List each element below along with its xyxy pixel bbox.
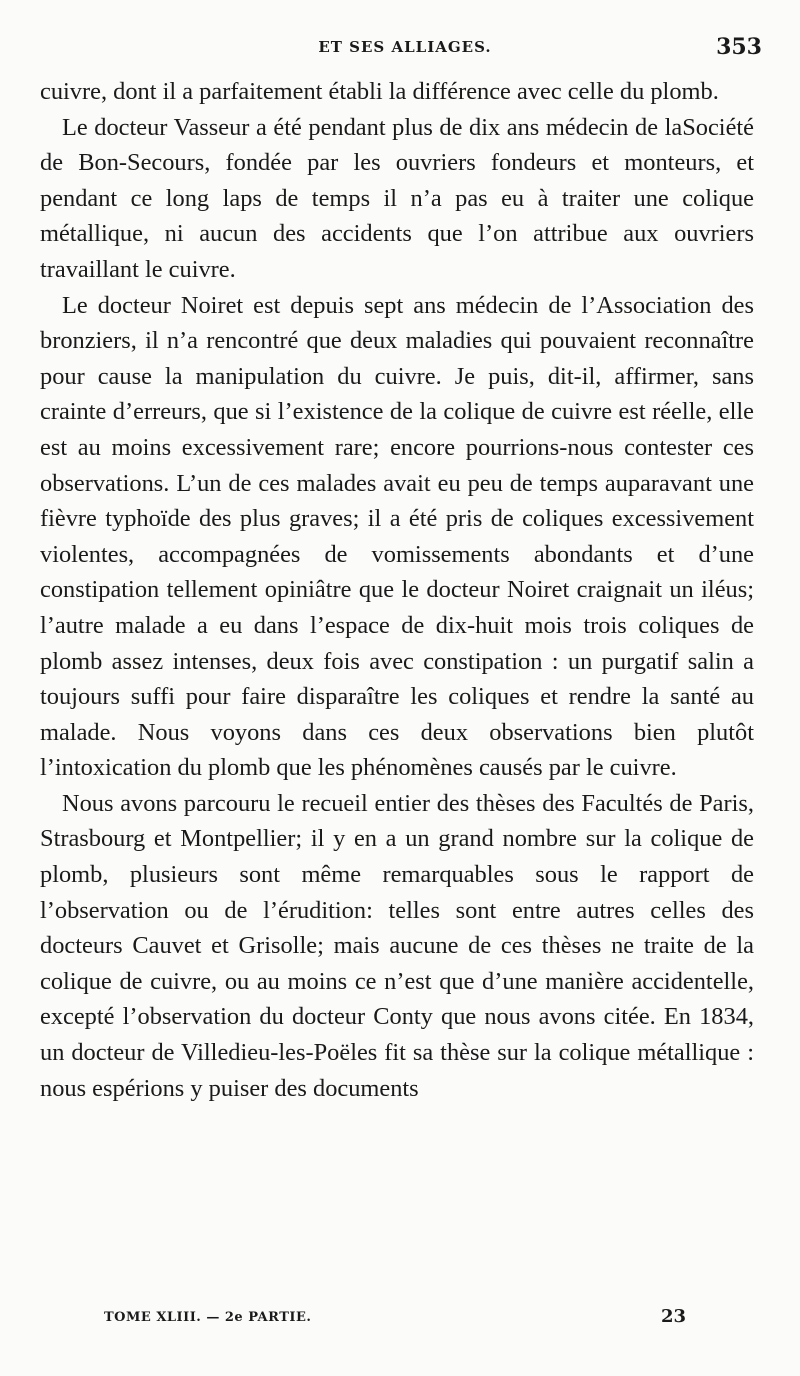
running-head: ET SES ALLIAGES.	[318, 38, 492, 56]
volume-line: TOME XLIII. — 2e PARTIE.	[104, 1310, 312, 1325]
body-text	[40, 74, 754, 1106]
paragraph: Le docteur Noiret est depuis sept ans médecin de l’Association des bronziers, il n’a rencontré que deux maladies qui pouvaient reconnaître pour cause la manipulation du cuivre. Je puis, dit-il, affirmer, sans crainte d’erreurs, que si l’existence de la colique de cuivre est réelle, elle est au moins excessivement rare; encore pourrions-nous contester ces observations. L’un de ces malades avait eu peu de temps auparavant une fièvre typhoïde des plus graves; il a été pris de coliques excessivement violentes, accompagnées de vomissements abondants et d’une constipation tellement opiniâtre que le docteur Noiret craignait un iléus; l’autre malade a eu dans l’espace de dix-huit mois trois coliques de plomb assez intenses, deux fois avec constipation : un purgatif salin a toujours suffi pour faire disparaître les coliques et rendre la santé au malade. Nous voyons dans ces deux observations bien plutôt l’intoxication du plomb que les phénomènes causés par le cuivre.	[40, 291, 754, 782]
page-header	[40, 34, 770, 64]
paragraph: Le docteur Vasseur a été pendant plus de dix ans médecin de laSociété de Bon-Secours, fondée par les ouvriers fondeurs et monteurs, et pendant ce long laps de temps il n’a pas eu à traiter une colique métallique, ni aucun des accidents que l’on attribue aux ouvriers travaillant le cuivre.	[40, 113, 754, 283]
paragraph: cuivre, dont il a parfaitement établi la différence avec celle du plomb.	[40, 78, 719, 105]
page-number: 353	[716, 34, 762, 60]
page-footer	[104, 1306, 704, 1336]
paragraph: Nous avons parcouru le recueil entier des thèses des Facultés de Paris, Strasbourg et Montpellier; il y en a un grand nombre sur la colique de plomb, plusieurs sont même remarquables sous le rapport de l’observation ou de l’érudition: telles sont entre autres celles des docteurs Cauvet et Grisolle; mais aucune de ces thèses ne traite de la colique de cuivre, ou au moins ce n’est que d’une manière accidentelle, excepté l’observation du docteur Conty que nous avons citée. En 1834, un docteur de Villedieu-les-Poëles fit sa thèse sur la colique métallique : nous espérions y puiser des documents	[40, 789, 754, 1102]
signature-mark: 23	[660, 1306, 686, 1327]
